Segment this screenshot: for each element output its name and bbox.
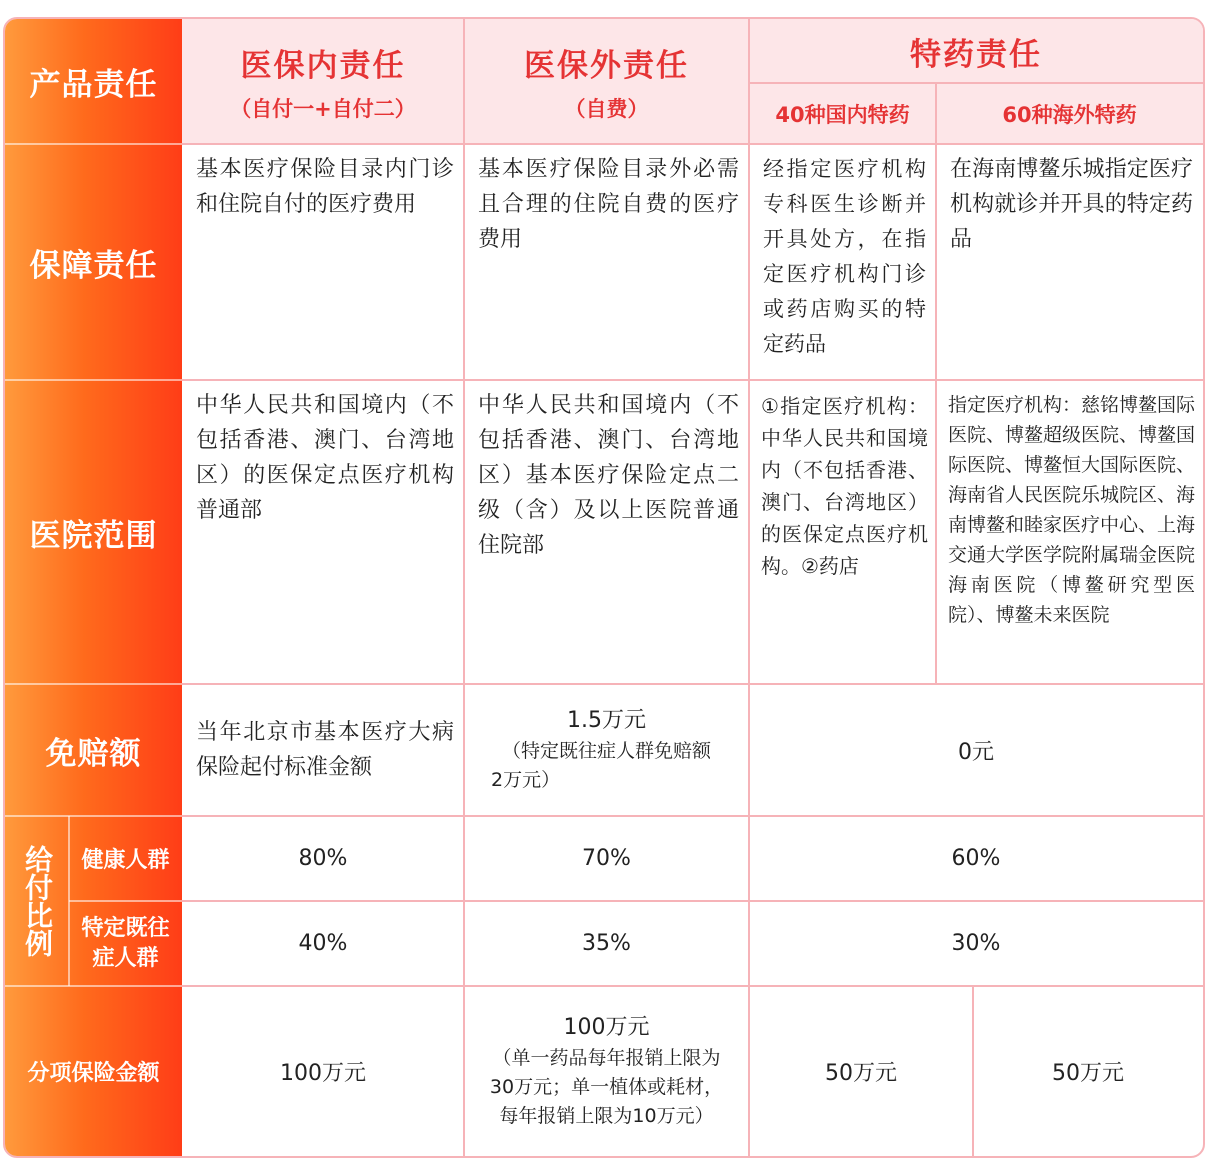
grid-line: [935, 83, 937, 684]
payment-ratio-label: 给付比例: [21, 845, 54, 957]
coverage-overseas-drugs: 在海南博鳌乐城指定医疗机构就诊并开具的特定药品: [950, 157, 1193, 252]
grid-line: [182, 683, 1203, 685]
grid-line: [182, 815, 1203, 817]
hospital-in-insurance: 中华人民共和国境内（不包括香港、澳门、台湾地区）的医保定点医疗机构普通部: [196, 393, 454, 523]
grid-line: [182, 379, 1203, 381]
header-overseas-drugs-label: 60种海外特药: [1002, 102, 1137, 127]
deductible-out-main: 1.5万元: [567, 708, 646, 733]
label-divider: [5, 985, 182, 987]
preexisting-in-insurance: 40%: [298, 931, 348, 956]
header-in-insurance-sub: （自付一+自付二）: [230, 97, 416, 121]
header-domestic-drugs-label: 40种国内特药: [775, 102, 910, 127]
amount-domestic-drugs: 50万元: [825, 1060, 897, 1086]
deductible-out-insurance: [464, 684, 749, 816]
deductible-out-note1: （特定既往症人群免赔额: [501, 740, 711, 762]
label-divider: [5, 815, 182, 817]
label-divider: [68, 816, 70, 986]
grid-line: [182, 985, 1203, 987]
coverage-label: 保障责任: [29, 247, 158, 284]
hospital-out-insurance: 中华人民共和国境内（不包括香港、澳门、台湾地区）基本医疗保险定点二级（含）及以上医院普通住院部: [478, 393, 739, 558]
deductible-in-insurance: [182, 684, 464, 816]
preexisting-label-line1: 特定既往: [81, 915, 170, 941]
healthy-in-insurance: 80%: [298, 846, 348, 871]
product-label: 产品责任: [29, 67, 158, 103]
hospital-label: 医院范围: [29, 517, 158, 554]
deductible-out-note2: 2万元）: [491, 769, 561, 791]
healthy-special-drug: 60%: [951, 846, 1001, 871]
deductible-special-drug: 0元: [958, 739, 994, 765]
preexisting-group-label: [69, 901, 182, 986]
header-out-insurance-sub: （自费）: [564, 97, 649, 121]
grid-line: [182, 143, 1203, 145]
coverage-out-insurance: 基本医疗保险目录外必需且合理的住院自费的医疗费用: [478, 157, 739, 252]
amount-label: 分项保险金额: [27, 1060, 160, 1086]
amount-in-insurance: 100万元: [280, 1060, 366, 1086]
preexisting-special-drug: 30%: [951, 931, 1001, 956]
amount-out-note1: （单一药品每年报销上限为: [492, 1046, 721, 1069]
coverage-domestic-drugs: 经指定医疗机构专科医生诊断并开具处方，在指定医疗机构门诊或药店购买的特定药品: [763, 157, 926, 356]
header-special-drug: [749, 19, 1203, 83]
label-divider: [5, 379, 182, 381]
deductible-label: 免赔额: [45, 735, 142, 772]
insurance-table: [3, 17, 1205, 1158]
amount-overseas-drugs: 50万元: [1052, 1060, 1124, 1086]
label-divider: [5, 683, 182, 685]
header-in-insurance: [182, 19, 464, 144]
amount-out-insurance: [464, 986, 749, 1156]
header-out-insurance-title: 医保外责任: [524, 48, 689, 84]
healthy-group-label: 健康人群: [81, 848, 170, 873]
hospital-domestic-drugs: ①指定医疗机构：中华人民共和国境内（不包括香港、澳门、台湾地区）的医保定点医疗机构。②药店: [761, 394, 928, 578]
grid-line: [972, 986, 974, 1156]
amount-out-note2: 30万元；单一植体或耗材，: [489, 1075, 724, 1098]
header-out-insurance: [464, 19, 749, 144]
preexisting-label-line2: 症人群: [92, 945, 159, 971]
amount-out-main: 100万元: [563, 1014, 650, 1040]
healthy-out-insurance: 70%: [582, 846, 631, 871]
amount-out-note3: 每年报销上限为10万元）: [499, 1104, 714, 1127]
grid-line: [749, 82, 1203, 84]
deductible-in-insurance-text: 当年北京市基本医疗大病保险起付标准金额: [196, 720, 454, 780]
grid-line: [182, 900, 1203, 902]
header-in-insurance-title: 医保内责任: [240, 48, 406, 84]
hospital-overseas-drugs: 指定医疗机构：慈铭博鳌国际医院、博鳌超级医院、博鳌国际医院、博鳌恒大国际医院、海南省人民医院乐城院区、海南博鳌和睦家医疗中心、上海交通大学医学院附属瑞金医院海南医院（博鳌研究型医院）、博鳌未来医院: [948, 394, 1196, 626]
header-overseas-drugs: [936, 83, 1203, 144]
header-domestic-drugs: [749, 83, 936, 144]
preexisting-out-insurance: 35%: [582, 931, 631, 956]
coverage-in-insurance: 基本医疗保险目录内门诊和住院自付的医疗费用: [196, 157, 454, 217]
label-divider: [69, 900, 182, 902]
header-special-drug-title: 特药责任: [910, 36, 1042, 73]
label-divider: [5, 143, 182, 145]
